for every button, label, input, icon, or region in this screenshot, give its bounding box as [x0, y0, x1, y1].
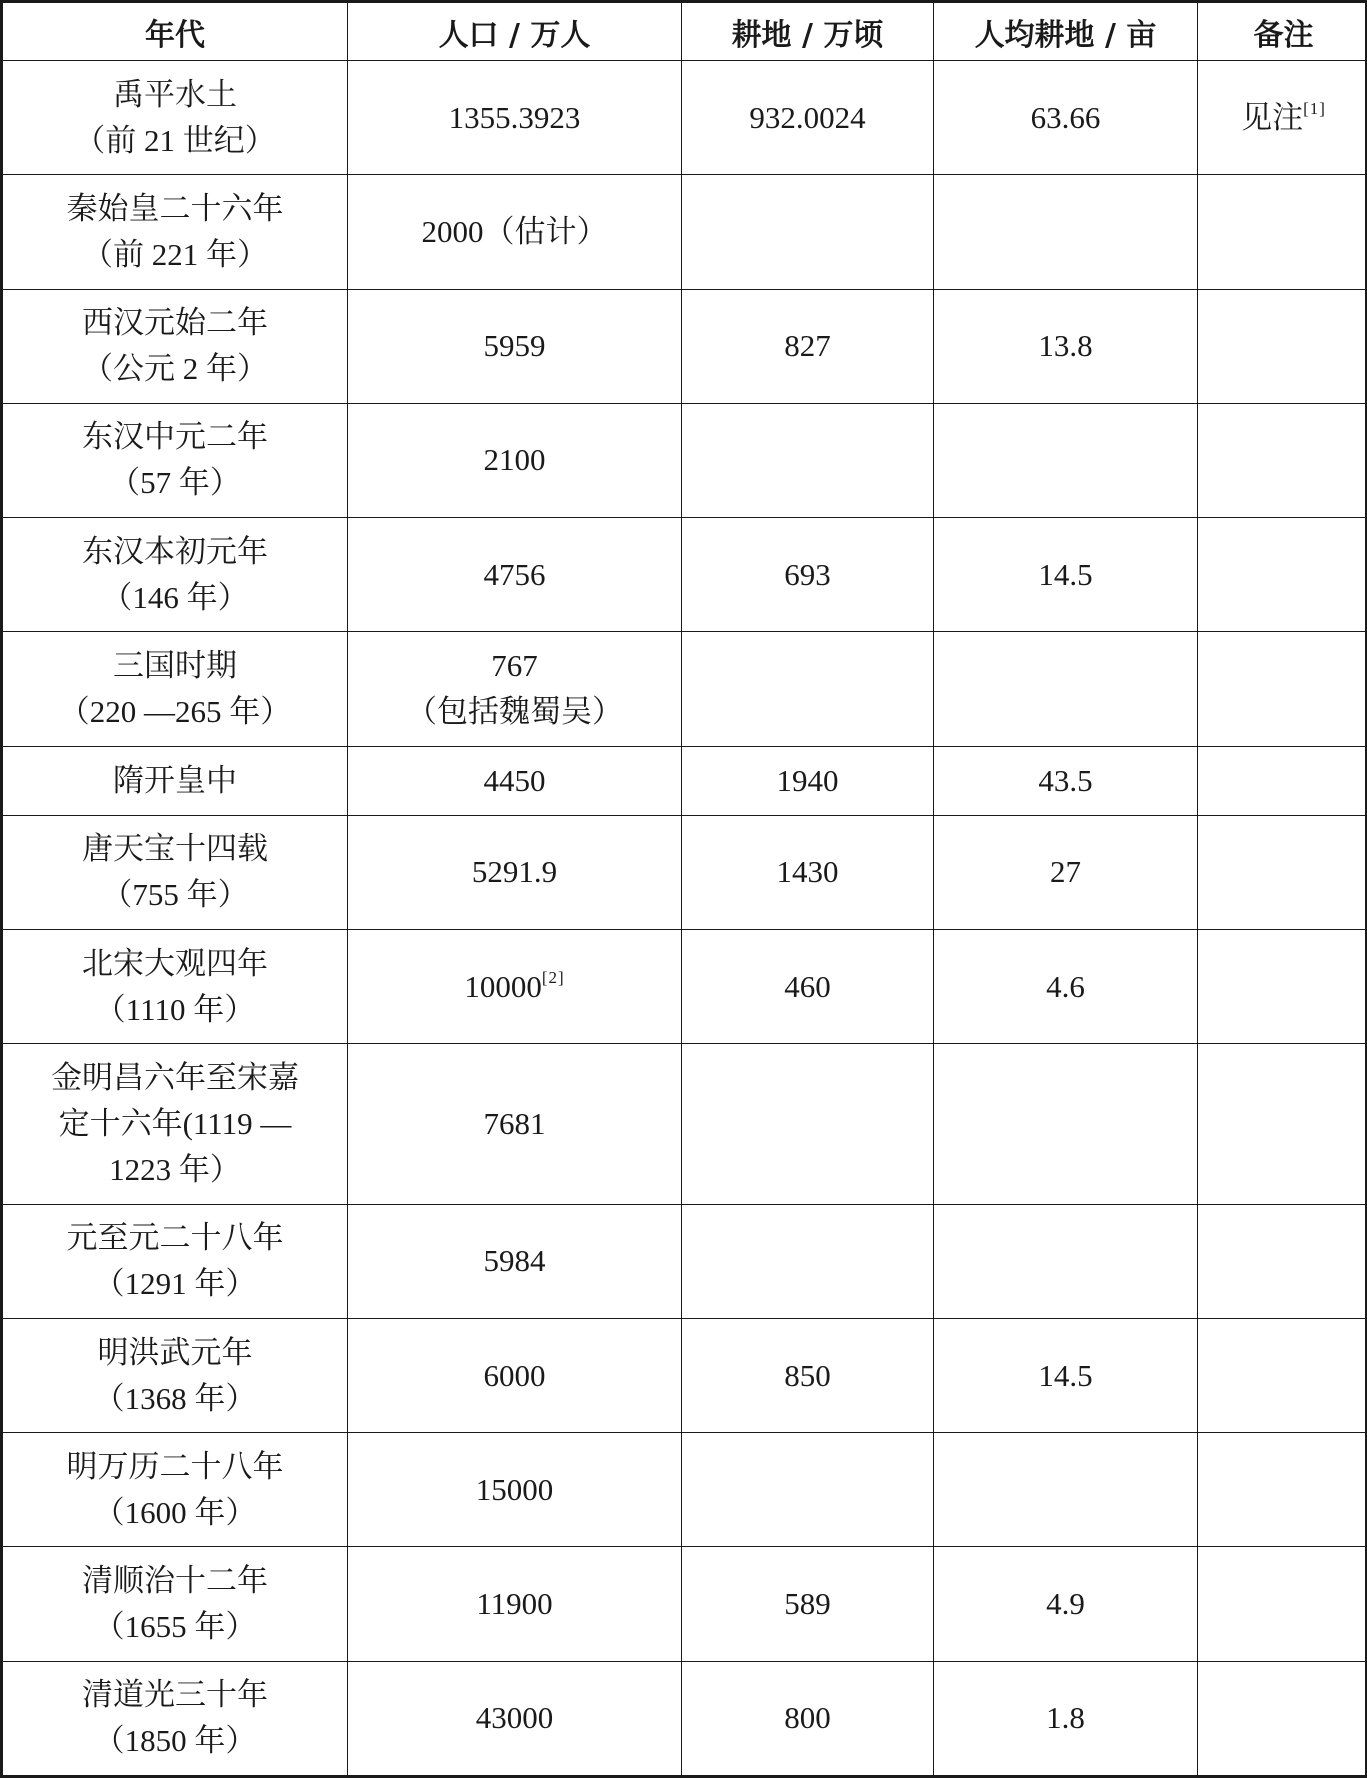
population-farmland-table	[2, 2, 1367, 1776]
cell-remarks	[1198, 1044, 1367, 1204]
cell-era	[3, 1318, 348, 1432]
population-value: 767	[491, 647, 538, 683]
table-row	[3, 289, 1367, 403]
population-value: 15000	[475, 1471, 554, 1507]
cell-population	[348, 1318, 682, 1432]
cell-farmland: 693	[682, 518, 934, 632]
cell-per-capita-farmland: 14.5	[934, 518, 1198, 632]
era-line: 北宋大观四年	[82, 945, 268, 981]
cell-per-capita-farmland	[934, 175, 1198, 289]
population-line	[354, 849, 675, 895]
cell-remarks	[1198, 1318, 1367, 1432]
cell-population	[348, 632, 682, 746]
era-line: （公元 2 年）	[82, 351, 268, 387]
population-value: 2100	[483, 442, 546, 478]
population-value: 1355.3923	[448, 99, 581, 135]
cell-per-capita-farmland	[934, 632, 1198, 746]
population-line	[354, 758, 675, 804]
population-value: 43000	[475, 1700, 554, 1736]
footnote-marker: [2]	[541, 967, 565, 987]
cell-population	[348, 1204, 682, 1318]
table-row	[3, 1547, 1367, 1661]
cell-per-capita-farmland: 1.8	[934, 1661, 1198, 1775]
table-row	[3, 1661, 1367, 1775]
table-row	[3, 815, 1367, 929]
population-line	[354, 964, 675, 1010]
population-value: 4450	[483, 762, 546, 798]
cell-per-capita-farmland: 4.6	[934, 930, 1198, 1044]
cell-remarks	[1198, 746, 1367, 815]
era-line: 唐天宝十四载	[82, 831, 268, 867]
cell-population	[348, 746, 682, 815]
population-line	[354, 95, 675, 141]
era-line: （57 年）	[109, 465, 241, 501]
cell-farmland	[682, 1044, 934, 1204]
cell-remarks	[1198, 518, 1367, 632]
era-line: 东汉本初元年	[82, 533, 268, 569]
population-value: （包括魏蜀吴）	[406, 693, 623, 729]
cell-era	[3, 61, 348, 175]
cell-farmland: 1940	[682, 746, 934, 815]
cell-per-capita-farmland: 63.66	[934, 61, 1198, 175]
cell-farmland: 850	[682, 1318, 934, 1432]
population-value: 5984	[483, 1243, 546, 1279]
cell-era	[3, 930, 348, 1044]
table-row	[3, 1204, 1367, 1318]
era-line: （146 年）	[101, 579, 249, 615]
population-value: 7681	[483, 1105, 546, 1141]
population-line	[354, 689, 675, 735]
table-row	[3, 61, 1367, 175]
population-line	[354, 1238, 675, 1284]
cell-remarks	[1198, 403, 1367, 517]
cell-era	[3, 1661, 348, 1775]
cell-population	[348, 289, 682, 403]
header-farmland: 耕地 / 万顷	[682, 3, 934, 61]
cell-population	[348, 403, 682, 517]
population-value: 5959	[483, 328, 546, 364]
cell-remarks	[1198, 632, 1367, 746]
cell-remarks	[1198, 1433, 1367, 1547]
cell-population	[348, 61, 682, 175]
cell-farmland	[682, 632, 934, 746]
cell-population	[348, 518, 682, 632]
remark-text: 见注	[1241, 99, 1304, 135]
population-line	[354, 1695, 675, 1741]
cell-era	[3, 632, 348, 746]
cell-population	[348, 930, 682, 1044]
population-line	[354, 643, 675, 689]
cell-population	[348, 815, 682, 929]
era-line: （1600 年）	[93, 1494, 257, 1530]
cell-era	[3, 1204, 348, 1318]
era-line: （1368 年）	[93, 1380, 257, 1416]
table-row	[3, 403, 1367, 517]
cell-per-capita-farmland	[934, 1433, 1198, 1547]
cell-remarks	[1198, 1204, 1367, 1318]
cell-farmland: 460	[682, 930, 934, 1044]
era-line: （1850 年）	[93, 1723, 257, 1759]
era-line: （1110 年）	[94, 991, 256, 1027]
population-line	[354, 1467, 675, 1513]
era-line: （前 21 世纪）	[74, 122, 276, 158]
era-line: （1291 年）	[93, 1266, 257, 1302]
era-line: 三国时期	[113, 647, 237, 683]
era-line: （220 —265 年）	[58, 693, 292, 729]
era-line: 西汉元始二年	[82, 305, 268, 341]
cell-per-capita-farmland: 13.8	[934, 289, 1198, 403]
table-body	[3, 61, 1367, 1776]
cell-era	[3, 289, 348, 403]
population-value: 5291.9	[471, 854, 558, 890]
cell-era	[3, 1547, 348, 1661]
cell-population	[348, 175, 682, 289]
cell-remarks	[1198, 815, 1367, 929]
cell-per-capita-farmland: 43.5	[934, 746, 1198, 815]
cell-remarks	[1198, 61, 1367, 175]
population-line	[354, 209, 675, 255]
header-population: 人口 / 万人	[348, 3, 682, 61]
cell-population	[348, 1044, 682, 1204]
cell-era	[3, 746, 348, 815]
era-line: 秦始皇二十六年	[66, 190, 284, 226]
population-line	[354, 437, 675, 483]
era-line: 明万历二十八年	[66, 1448, 284, 1484]
cell-farmland: 827	[682, 289, 934, 403]
cell-era	[3, 403, 348, 517]
cell-farmland: 932.0024	[682, 61, 934, 175]
population-line	[354, 1581, 675, 1627]
cell-per-capita-farmland	[934, 1044, 1198, 1204]
header-era: 年代	[3, 3, 348, 61]
cell-era	[3, 1433, 348, 1547]
cell-era	[3, 175, 348, 289]
era-line: 清顺治十二年	[82, 1563, 268, 1599]
population-line	[354, 1101, 675, 1147]
cell-farmland: 589	[682, 1547, 934, 1661]
cell-remarks	[1198, 1661, 1367, 1775]
cell-per-capita-farmland	[934, 403, 1198, 517]
population-value: 6000	[483, 1357, 546, 1393]
table-row	[3, 518, 1367, 632]
cell-farmland	[682, 403, 934, 517]
cell-era	[3, 518, 348, 632]
population-value: 2000（估计）	[421, 213, 608, 249]
era-line: 定十六年(1119 —	[58, 1105, 292, 1141]
era-line: 明洪武元年	[97, 1334, 253, 1370]
cell-per-capita-farmland	[934, 1204, 1198, 1318]
era-line: （755 年）	[101, 877, 249, 913]
cell-per-capita-farmland: 27	[934, 815, 1198, 929]
era-line: 禹平水土	[113, 76, 237, 112]
header-row	[3, 3, 1367, 61]
population-value: 11900	[476, 1586, 553, 1622]
table-row	[3, 930, 1367, 1044]
cell-remarks	[1198, 930, 1367, 1044]
cell-remarks	[1198, 1547, 1367, 1661]
cell-farmland	[682, 175, 934, 289]
era-line: 金明昌六年至宋嘉	[51, 1059, 299, 1095]
cell-remarks	[1198, 289, 1367, 403]
header-per-capita-farmland: 人均耕地 / 亩	[934, 3, 1198, 61]
era-line: 元至元二十八年	[66, 1220, 284, 1256]
cell-population	[348, 1433, 682, 1547]
cell-era	[3, 1044, 348, 1204]
table-row	[3, 1044, 1367, 1204]
footnote-marker: [1]	[1303, 98, 1326, 118]
cell-era	[3, 815, 348, 929]
cell-farmland: 1430	[682, 815, 934, 929]
population-line	[354, 1353, 675, 1399]
cell-farmland	[682, 1204, 934, 1318]
cell-per-capita-farmland: 4.9	[934, 1547, 1198, 1661]
era-line: （前 221 年）	[82, 236, 268, 272]
cell-population	[348, 1547, 682, 1661]
table-row	[3, 175, 1367, 289]
table-row	[3, 1433, 1367, 1547]
population-value: 4756	[483, 556, 546, 592]
cell-per-capita-farmland: 14.5	[934, 1318, 1198, 1432]
table-row	[3, 746, 1367, 815]
table-row	[3, 1318, 1367, 1432]
era-line: 东汉中元二年	[82, 419, 268, 455]
cell-remarks	[1198, 175, 1367, 289]
cell-population	[348, 1661, 682, 1775]
population-line	[354, 552, 675, 598]
population-line	[354, 323, 675, 369]
population-value: 10000	[464, 968, 542, 1004]
era-line: 清道光三十年	[82, 1677, 268, 1713]
table-row	[3, 632, 1367, 746]
header-remarks: 备注	[1198, 3, 1367, 61]
cell-farmland: 800	[682, 1661, 934, 1775]
era-line: 隋开皇中	[113, 762, 237, 798]
cell-farmland	[682, 1433, 934, 1547]
era-line: （1655 年）	[93, 1609, 257, 1645]
era-line: 1223 年）	[109, 1151, 241, 1187]
